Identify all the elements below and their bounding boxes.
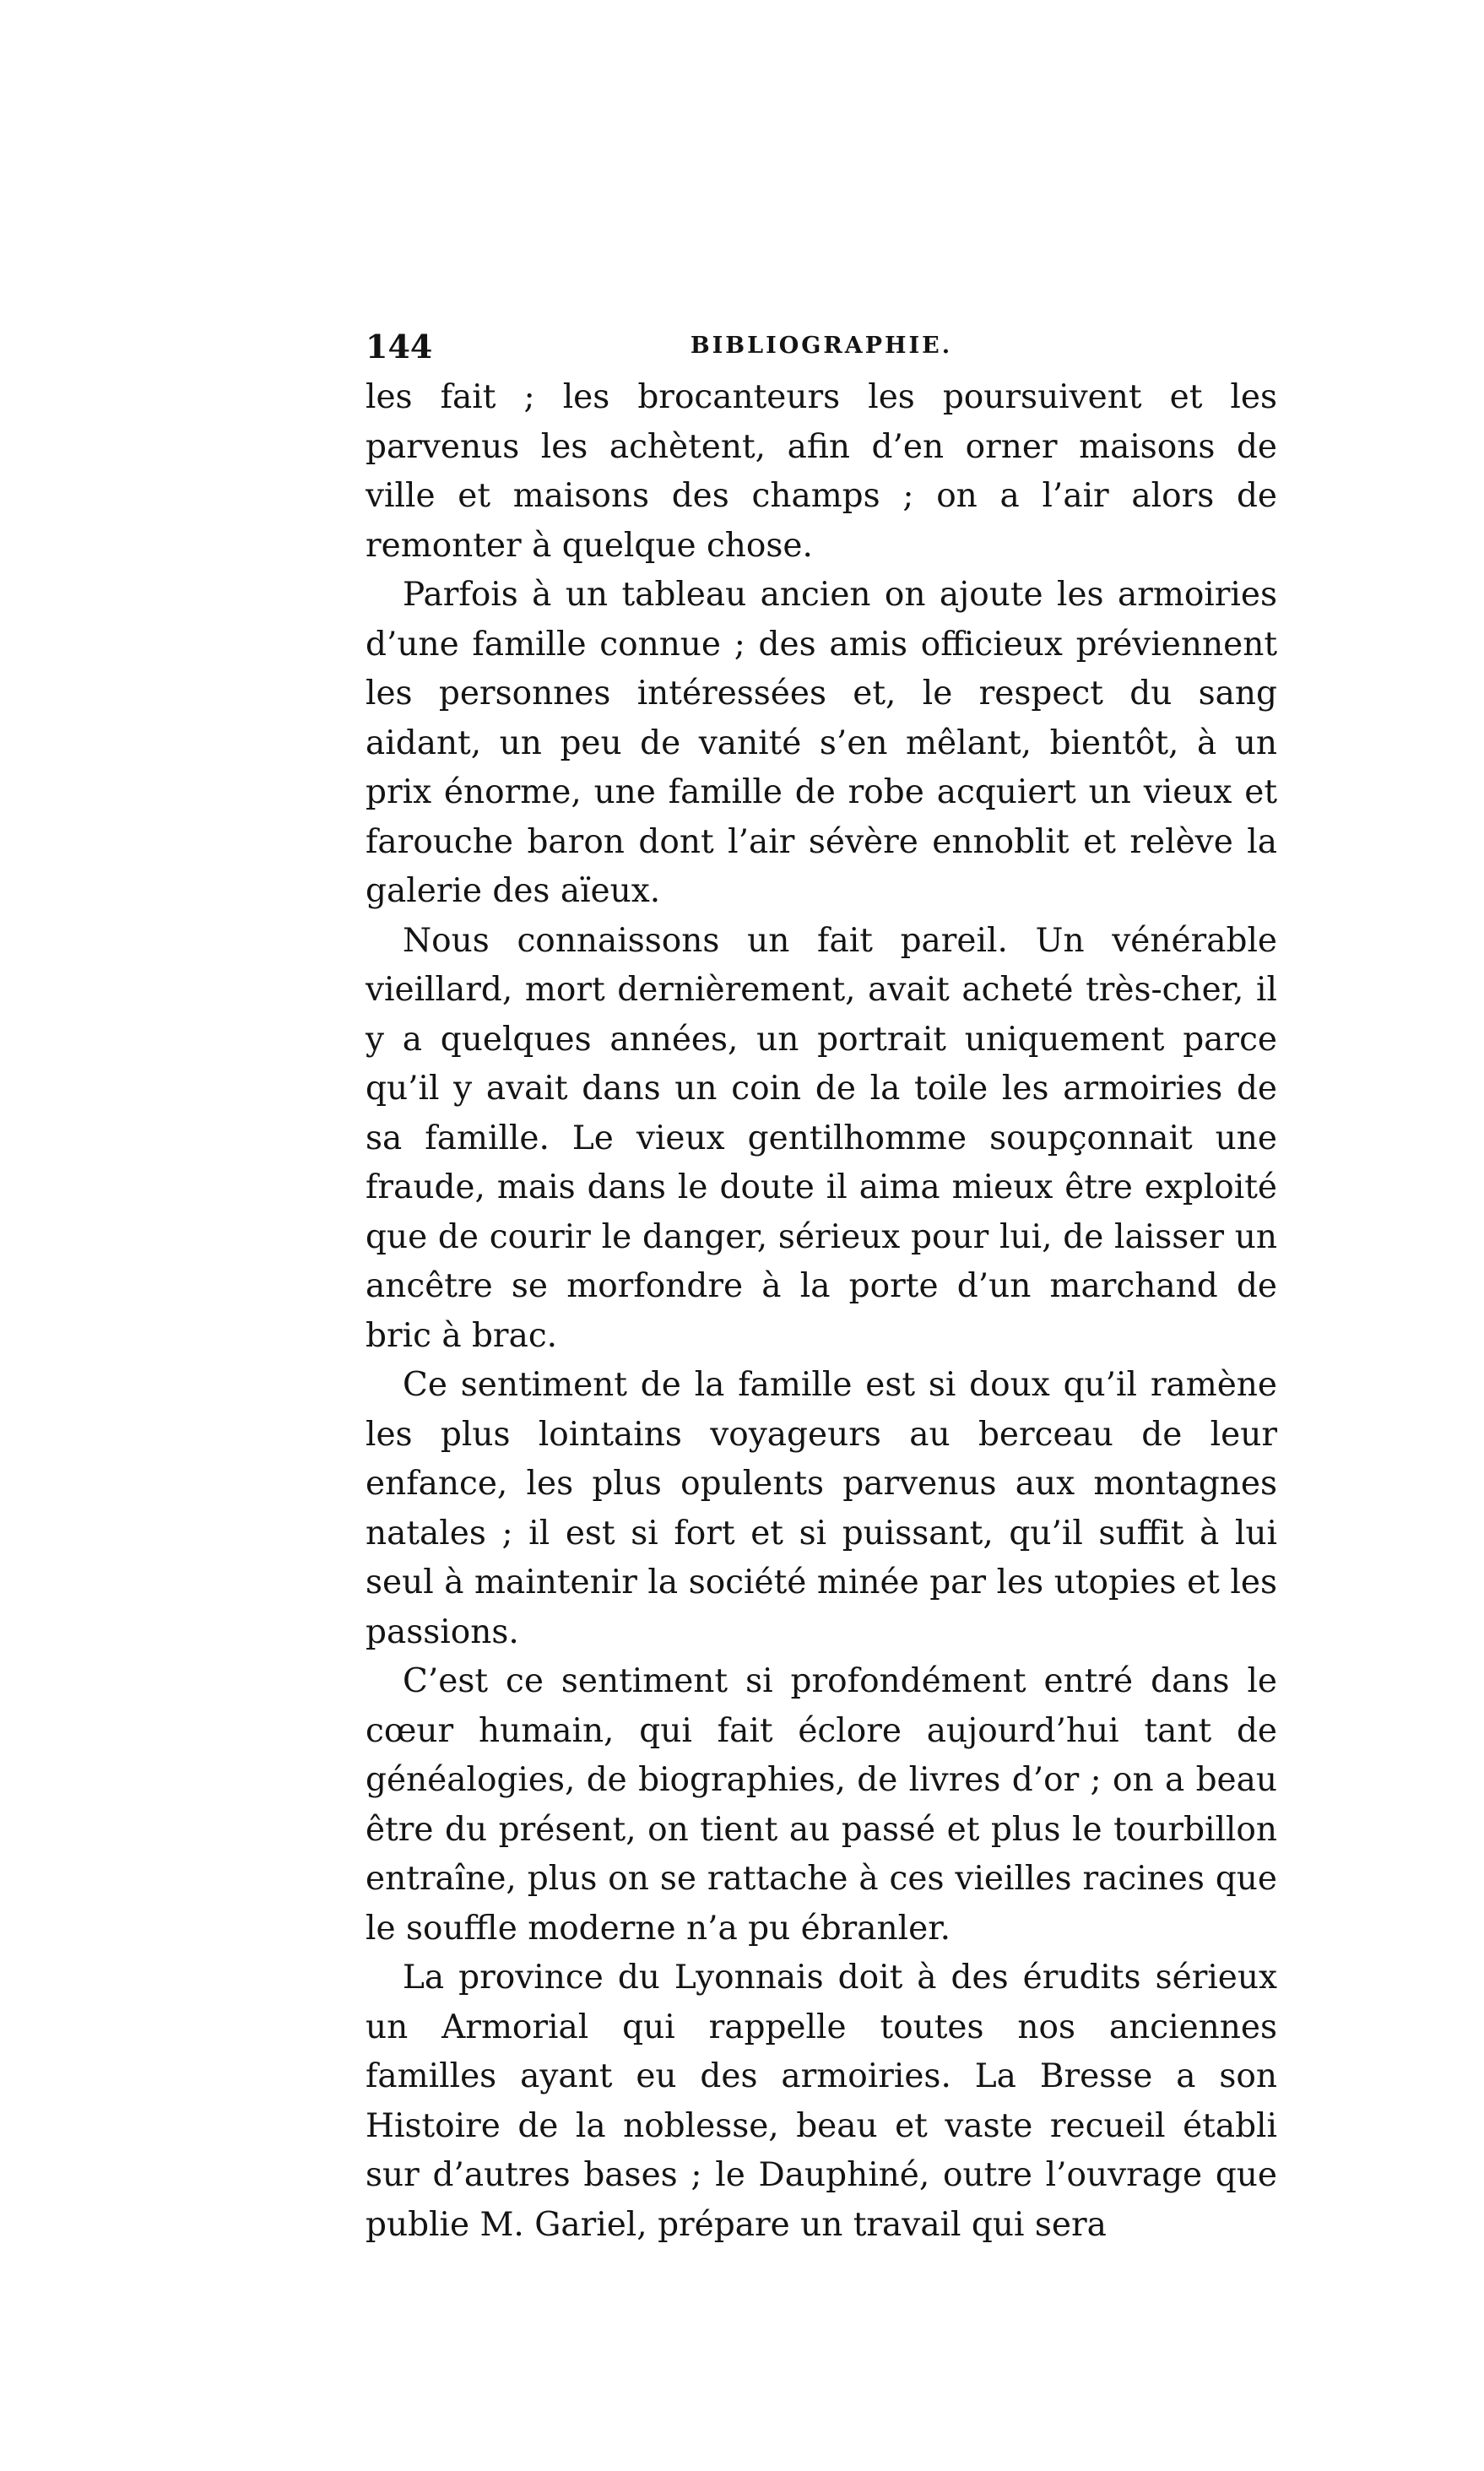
paragraph: Ce sentiment de la famille est si doux qu’il ramène les plus lointains voyageurs au berceau de leur enfance, les plus opulents parvenus aux montagnes natales ; il est si fort et si puissant, qu’il suffit à lui seul à maintenir la société minée par les utopies et les passions. [366,1366,1277,1651]
paragraph: les fait ; les brocanteurs les poursuivent et les parvenus les achètent, afin d’en orner maisons de ville et maisons des champs ; on a l’air alors de remonter à quelque chose. [366,378,1277,565]
paragraph: Parfois à un tableau ancien on ajoute les armoiries d’une famille connue ; des amis officieux préviennent les personnes intéressées et, le respect du sang aidant, un peu de vanité s’en mêlant, bientôt, à un prix énorme, une famille de robe acquiert un vieux et farouche baron dont l’air sévère ennoblit et relève la galerie des aïeux. [366,576,1277,910]
paragraph: C’est ce sentiment si profondément entré dans le cœur humain, qui fait éclore aujourd’hui tant de généalogies, de biographies, de livres d’or ; on a beau être du présent, on tient au passé et plus le tourbillon entraîne, plus on se rattache à ces vieilles racines que le souffle moderne n’a pu ébranler. [366,1662,1277,1948]
paragraph: La province du Lyonnais doit à des érudits sérieux un Armorial qui rappelle toutes nos anciennes familles ayant eu des armoiries. La Bresse a son Histoire de la noblesse, beau et vaste recueil établi sur d’autres bases ; le Dauphiné, outre l’ouvrage que publie M. Gariel, prépare un travail qui sera [366,1959,1277,2244]
body-text [366,373,1277,2250]
paragraph: Nous connaissons un fait pareil. Un vénérable vieillard, mort dernièrement, avait acheté très-cher, il y a quelques années, un portrait uniquement parce qu’il y avait dans un coin de la toile les armoiries de sa famille. Le vieux gentilhomme soupçonnait une fraude, mais dans le doute il aima mieux être exploité que de courir le danger, sérieux pour lui, de laisser un ancêtre se morfondre à la porte d’un marchand de bric à brac. [366,921,1277,1355]
page-header [366,328,1277,378]
running-head: BIBLIOGRAPHIE. [690,333,953,359]
page-number: 144 [366,328,433,366]
